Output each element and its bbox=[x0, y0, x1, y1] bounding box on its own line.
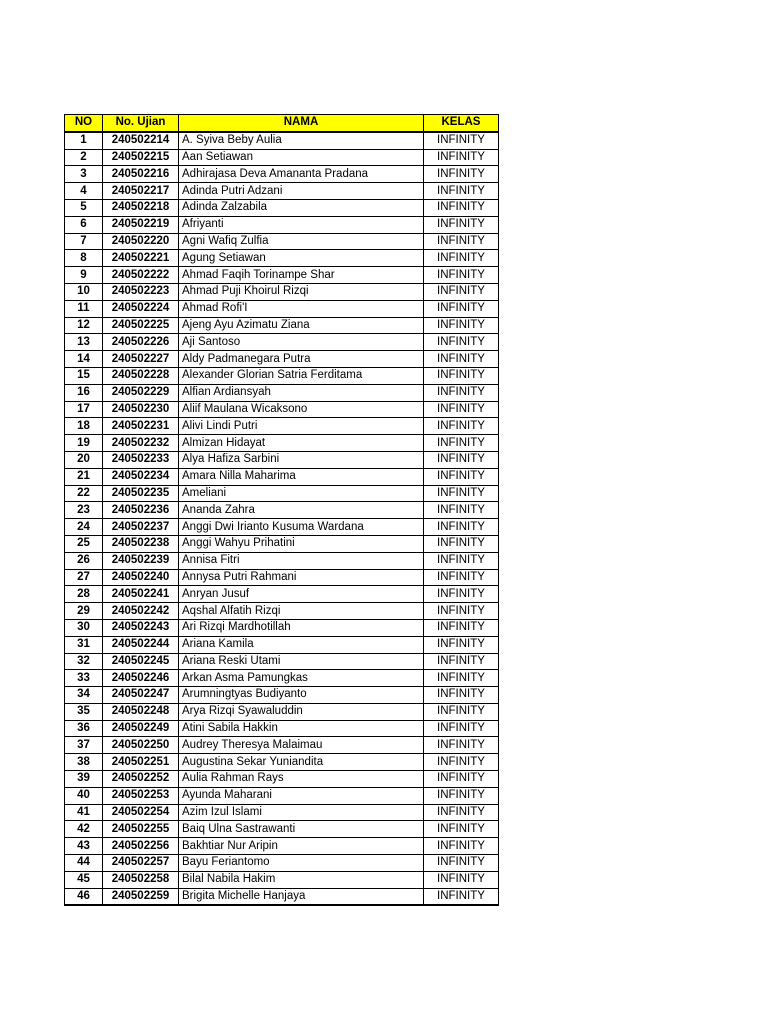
table-row bbox=[65, 451, 499, 468]
cell-no: 21 bbox=[65, 468, 103, 485]
cell-nama: Arumningtyas Budiyanto bbox=[179, 687, 424, 704]
cell-no: 23 bbox=[65, 502, 103, 519]
cell-nama: Ari Rizqi Mardhotillah bbox=[179, 619, 424, 636]
cell-no-ujian: 240502218 bbox=[103, 199, 179, 216]
table-row bbox=[65, 300, 499, 317]
cell-no: 16 bbox=[65, 384, 103, 401]
table-row bbox=[65, 317, 499, 334]
cell-kelas: INFINITY bbox=[424, 569, 499, 586]
header-no-ujian: No. Ujian bbox=[103, 115, 179, 132]
table-header bbox=[65, 115, 499, 132]
cell-no: 24 bbox=[65, 519, 103, 536]
cell-no-ujian: 240502233 bbox=[103, 451, 179, 468]
cell-kelas: INFINITY bbox=[424, 233, 499, 250]
cell-nama: Bakhtiar Nur Aripin bbox=[179, 838, 424, 855]
cell-kelas: INFINITY bbox=[424, 435, 499, 452]
table-row bbox=[65, 468, 499, 485]
cell-nama: Aliif Maulana Wicaksono bbox=[179, 401, 424, 418]
cell-no-ujian: 240502251 bbox=[103, 754, 179, 771]
cell-kelas: INFINITY bbox=[424, 199, 499, 216]
cell-no: 44 bbox=[65, 855, 103, 872]
cell-no: 7 bbox=[65, 233, 103, 250]
table-row bbox=[65, 771, 499, 788]
cell-kelas: INFINITY bbox=[424, 250, 499, 267]
cell-nama: Arkan Asma Pamungkas bbox=[179, 670, 424, 687]
cell-kelas: INFINITY bbox=[424, 300, 499, 317]
cell-no: 8 bbox=[65, 250, 103, 267]
cell-nama: Aulia Rahman Rays bbox=[179, 771, 424, 788]
cell-kelas: INFINITY bbox=[424, 586, 499, 603]
table-row bbox=[65, 199, 499, 216]
cell-kelas: INFINITY bbox=[424, 535, 499, 552]
cell-no: 12 bbox=[65, 317, 103, 334]
cell-nama: Adhirajasa Deva Amananta Pradana bbox=[179, 166, 424, 183]
cell-kelas: INFINITY bbox=[424, 317, 499, 334]
cell-kelas: INFINITY bbox=[424, 871, 499, 888]
table-row bbox=[65, 418, 499, 435]
cell-nama: Alexander Glorian Satria Ferditama bbox=[179, 367, 424, 384]
cell-no-ujian: 240502258 bbox=[103, 871, 179, 888]
cell-no-ujian: 240502216 bbox=[103, 166, 179, 183]
table-row bbox=[65, 569, 499, 586]
table-row bbox=[65, 250, 499, 267]
cell-kelas: INFINITY bbox=[424, 888, 499, 905]
cell-kelas: INFINITY bbox=[424, 468, 499, 485]
cell-no: 37 bbox=[65, 737, 103, 754]
cell-kelas: INFINITY bbox=[424, 418, 499, 435]
cell-no-ujian: 240502235 bbox=[103, 485, 179, 502]
table-row bbox=[65, 535, 499, 552]
cell-nama: Anggi Wahyu Prihatini bbox=[179, 535, 424, 552]
cell-nama: Ananda Zahra bbox=[179, 502, 424, 519]
cell-nama: Ahmad Rofi'I bbox=[179, 300, 424, 317]
cell-no-ujian: 240502230 bbox=[103, 401, 179, 418]
cell-no: 32 bbox=[65, 653, 103, 670]
cell-nama: Atini Sabila Hakkin bbox=[179, 720, 424, 737]
cell-no-ujian: 240502219 bbox=[103, 216, 179, 233]
cell-no: 10 bbox=[65, 283, 103, 300]
header-nama: NAMA bbox=[179, 115, 424, 132]
table-row bbox=[65, 132, 499, 149]
cell-nama: Aan Setiawan bbox=[179, 149, 424, 166]
cell-no: 35 bbox=[65, 703, 103, 720]
cell-kelas: INFINITY bbox=[424, 737, 499, 754]
cell-nama: Anryan Jusuf bbox=[179, 586, 424, 603]
table-row bbox=[65, 283, 499, 300]
cell-no: 29 bbox=[65, 603, 103, 620]
cell-no: 25 bbox=[65, 535, 103, 552]
cell-no-ujian: 240502247 bbox=[103, 687, 179, 704]
cell-no-ujian: 240502234 bbox=[103, 468, 179, 485]
cell-no: 22 bbox=[65, 485, 103, 502]
cell-no-ujian: 240502214 bbox=[103, 132, 179, 149]
table-row bbox=[65, 871, 499, 888]
cell-no: 34 bbox=[65, 687, 103, 704]
cell-kelas: INFINITY bbox=[424, 855, 499, 872]
cell-kelas: INFINITY bbox=[424, 351, 499, 368]
cell-kelas: INFINITY bbox=[424, 334, 499, 351]
cell-no: 26 bbox=[65, 552, 103, 569]
table-row bbox=[65, 351, 499, 368]
cell-no-ujian: 240502236 bbox=[103, 502, 179, 519]
cell-no-ujian: 240502256 bbox=[103, 838, 179, 855]
cell-nama: Augustina Sekar Yuniandita bbox=[179, 754, 424, 771]
cell-nama: Alya Hafiza Sarbini bbox=[179, 451, 424, 468]
cell-kelas: INFINITY bbox=[424, 552, 499, 569]
cell-kelas: INFINITY bbox=[424, 821, 499, 838]
cell-no-ujian: 240502239 bbox=[103, 552, 179, 569]
cell-nama: Ahmad Faqih Torinampe Shar bbox=[179, 267, 424, 284]
cell-no: 27 bbox=[65, 569, 103, 586]
cell-nama: Aji Santoso bbox=[179, 334, 424, 351]
table-row bbox=[65, 502, 499, 519]
table-body bbox=[65, 132, 499, 906]
cell-no: 19 bbox=[65, 435, 103, 452]
table-row bbox=[65, 821, 499, 838]
cell-no-ujian: 240502248 bbox=[103, 703, 179, 720]
cell-kelas: INFINITY bbox=[424, 267, 499, 284]
cell-kelas: INFINITY bbox=[424, 183, 499, 200]
cell-no-ujian: 240502231 bbox=[103, 418, 179, 435]
cell-no-ujian: 240502238 bbox=[103, 535, 179, 552]
table-row bbox=[65, 183, 499, 200]
cell-no-ujian: 240502244 bbox=[103, 636, 179, 653]
table-row bbox=[65, 586, 499, 603]
cell-kelas: INFINITY bbox=[424, 367, 499, 384]
cell-kelas: INFINITY bbox=[424, 401, 499, 418]
cell-no: 17 bbox=[65, 401, 103, 418]
cell-no-ujian: 240502220 bbox=[103, 233, 179, 250]
cell-nama: Bilal Nabila Hakim bbox=[179, 871, 424, 888]
cell-no: 9 bbox=[65, 267, 103, 284]
cell-no: 11 bbox=[65, 300, 103, 317]
table-row bbox=[65, 233, 499, 250]
cell-nama: Alfian Ardiansyah bbox=[179, 384, 424, 401]
table-row bbox=[65, 603, 499, 620]
cell-kelas: INFINITY bbox=[424, 384, 499, 401]
cell-nama: Ayunda Maharani bbox=[179, 787, 424, 804]
cell-kelas: INFINITY bbox=[424, 283, 499, 300]
cell-no-ujian: 240502250 bbox=[103, 737, 179, 754]
table-row bbox=[65, 485, 499, 502]
cell-no-ujian: 240502245 bbox=[103, 653, 179, 670]
cell-kelas: INFINITY bbox=[424, 216, 499, 233]
cell-no-ujian: 240502226 bbox=[103, 334, 179, 351]
table-row bbox=[65, 670, 499, 687]
table-row bbox=[65, 703, 499, 720]
cell-nama: Ameliani bbox=[179, 485, 424, 502]
cell-no: 15 bbox=[65, 367, 103, 384]
cell-kelas: INFINITY bbox=[424, 804, 499, 821]
cell-no: 1 bbox=[65, 132, 103, 149]
cell-kelas: INFINITY bbox=[424, 149, 499, 166]
cell-nama: Audrey Theresya Malaimau bbox=[179, 737, 424, 754]
cell-no-ujian: 240502227 bbox=[103, 351, 179, 368]
cell-nama: Aldy Padmanegara Putra bbox=[179, 351, 424, 368]
cell-no: 39 bbox=[65, 771, 103, 788]
cell-no: 13 bbox=[65, 334, 103, 351]
cell-no-ujian: 240502217 bbox=[103, 183, 179, 200]
table-row bbox=[65, 804, 499, 821]
cell-no-ujian: 240502237 bbox=[103, 519, 179, 536]
cell-no-ujian: 240502243 bbox=[103, 619, 179, 636]
cell-kelas: INFINITY bbox=[424, 502, 499, 519]
cell-kelas: INFINITY bbox=[424, 619, 499, 636]
table-row bbox=[65, 838, 499, 855]
cell-no: 4 bbox=[65, 183, 103, 200]
table-row bbox=[65, 787, 499, 804]
cell-no: 45 bbox=[65, 871, 103, 888]
cell-nama: Almizan Hidayat bbox=[179, 435, 424, 452]
cell-no-ujian: 240502249 bbox=[103, 720, 179, 737]
cell-nama: Ariana Kamila bbox=[179, 636, 424, 653]
cell-no-ujian: 240502252 bbox=[103, 771, 179, 788]
cell-no: 36 bbox=[65, 720, 103, 737]
table-row bbox=[65, 552, 499, 569]
cell-nama: Afriyanti bbox=[179, 216, 424, 233]
cell-kelas: INFINITY bbox=[424, 485, 499, 502]
cell-nama: Aqshal Alfatih Rizqi bbox=[179, 603, 424, 620]
cell-no-ujian: 240502232 bbox=[103, 435, 179, 452]
cell-kelas: INFINITY bbox=[424, 703, 499, 720]
cell-no: 43 bbox=[65, 838, 103, 855]
table-row bbox=[65, 888, 499, 905]
table-row bbox=[65, 720, 499, 737]
student-table bbox=[64, 114, 499, 906]
cell-no: 42 bbox=[65, 821, 103, 838]
cell-kelas: INFINITY bbox=[424, 838, 499, 855]
cell-no: 46 bbox=[65, 888, 103, 905]
cell-no: 5 bbox=[65, 199, 103, 216]
cell-nama: A. Syiva Beby Aulia bbox=[179, 132, 424, 149]
cell-nama: Annysa Putri Rahmani bbox=[179, 569, 424, 586]
table-row bbox=[65, 384, 499, 401]
cell-no-ujian: 240502225 bbox=[103, 317, 179, 334]
cell-no-ujian: 240502242 bbox=[103, 603, 179, 620]
cell-kelas: INFINITY bbox=[424, 451, 499, 468]
cell-no-ujian: 240502254 bbox=[103, 804, 179, 821]
cell-nama: Adinda Zalzabila bbox=[179, 199, 424, 216]
cell-kelas: INFINITY bbox=[424, 166, 499, 183]
table-row bbox=[65, 149, 499, 166]
cell-nama: Arya Rizqi Syawaluddin bbox=[179, 703, 424, 720]
cell-no-ujian: 240502215 bbox=[103, 149, 179, 166]
table-row bbox=[65, 636, 499, 653]
cell-no-ujian: 240502223 bbox=[103, 283, 179, 300]
cell-no-ujian: 240502246 bbox=[103, 670, 179, 687]
cell-kelas: INFINITY bbox=[424, 653, 499, 670]
cell-kelas: INFINITY bbox=[424, 636, 499, 653]
table-row bbox=[65, 687, 499, 704]
cell-nama: Adinda Putri Adzani bbox=[179, 183, 424, 200]
cell-nama: Brigita Michelle Hanjaya bbox=[179, 888, 424, 905]
table-row bbox=[65, 166, 499, 183]
cell-nama: Ahmad Puji Khoirul Rizqi bbox=[179, 283, 424, 300]
cell-nama: Agni Wafiq Zulfia bbox=[179, 233, 424, 250]
cell-nama: Annisa Fitri bbox=[179, 552, 424, 569]
cell-kelas: INFINITY bbox=[424, 771, 499, 788]
cell-no: 30 bbox=[65, 619, 103, 636]
cell-kelas: INFINITY bbox=[424, 754, 499, 771]
cell-nama: Agung Setiawan bbox=[179, 250, 424, 267]
cell-kelas: INFINITY bbox=[424, 519, 499, 536]
cell-kelas: INFINITY bbox=[424, 603, 499, 620]
cell-no: 31 bbox=[65, 636, 103, 653]
cell-kelas: INFINITY bbox=[424, 720, 499, 737]
cell-no-ujian: 240502221 bbox=[103, 250, 179, 267]
table-row bbox=[65, 737, 499, 754]
cell-no-ujian: 240502259 bbox=[103, 888, 179, 905]
table-row bbox=[65, 619, 499, 636]
cell-no: 41 bbox=[65, 804, 103, 821]
header-no: NO bbox=[65, 115, 103, 132]
table-row bbox=[65, 334, 499, 351]
cell-no-ujian: 240502255 bbox=[103, 821, 179, 838]
cell-no: 40 bbox=[65, 787, 103, 804]
cell-no: 28 bbox=[65, 586, 103, 603]
cell-no-ujian: 240502240 bbox=[103, 569, 179, 586]
table-row bbox=[65, 855, 499, 872]
table-row bbox=[65, 367, 499, 384]
table-row bbox=[65, 653, 499, 670]
cell-no: 6 bbox=[65, 216, 103, 233]
table-row bbox=[65, 754, 499, 771]
table-row bbox=[65, 267, 499, 284]
header-row bbox=[65, 115, 499, 132]
cell-nama: Ariana Reski Utami bbox=[179, 653, 424, 670]
cell-nama: Alivi Lindi Putri bbox=[179, 418, 424, 435]
cell-no-ujian: 240502241 bbox=[103, 586, 179, 603]
cell-kelas: INFINITY bbox=[424, 670, 499, 687]
cell-no-ujian: 240502229 bbox=[103, 384, 179, 401]
cell-no-ujian: 240502257 bbox=[103, 855, 179, 872]
cell-nama: Anggi Dwi Irianto Kusuma Wardana bbox=[179, 519, 424, 536]
cell-nama: Ajeng Ayu Azimatu Ziana bbox=[179, 317, 424, 334]
table-row bbox=[65, 435, 499, 452]
cell-kelas: INFINITY bbox=[424, 687, 499, 704]
cell-no-ujian: 240502224 bbox=[103, 300, 179, 317]
cell-no: 18 bbox=[65, 418, 103, 435]
cell-kelas: INFINITY bbox=[424, 787, 499, 804]
cell-no: 20 bbox=[65, 451, 103, 468]
cell-no: 33 bbox=[65, 670, 103, 687]
cell-no: 38 bbox=[65, 754, 103, 771]
cell-no-ujian: 240502253 bbox=[103, 787, 179, 804]
cell-nama: Bayu Feriantomo bbox=[179, 855, 424, 872]
cell-no-ujian: 240502222 bbox=[103, 267, 179, 284]
table-row bbox=[65, 216, 499, 233]
table-row bbox=[65, 519, 499, 536]
header-kelas: KELAS bbox=[424, 115, 499, 132]
cell-no: 2 bbox=[65, 149, 103, 166]
cell-no: 3 bbox=[65, 166, 103, 183]
cell-kelas: INFINITY bbox=[424, 132, 499, 149]
table-row bbox=[65, 401, 499, 418]
cell-nama: Azim Izul Islami bbox=[179, 804, 424, 821]
cell-nama: Amara Nilla Maharima bbox=[179, 468, 424, 485]
cell-no-ujian: 240502228 bbox=[103, 367, 179, 384]
cell-no: 14 bbox=[65, 351, 103, 368]
cell-nama: Baiq Ulna Sastrawanti bbox=[179, 821, 424, 838]
